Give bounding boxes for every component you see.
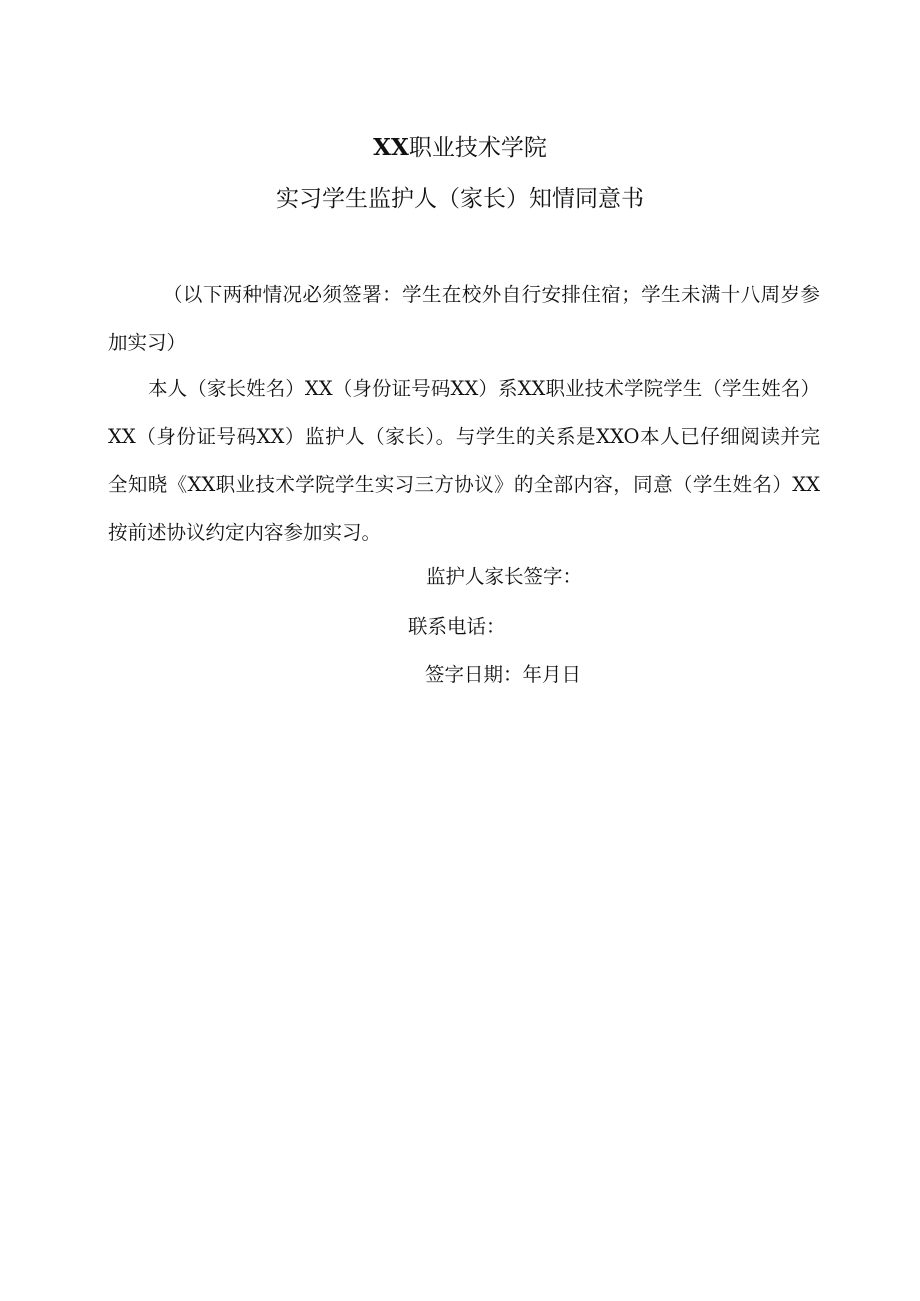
consent-statement: 本人（家长姓名）XX（身份证号码XX）系XX职业技术学院学生（学生姓名）XX（身份证号码XX）监护人（家长）。与学生的关系是XXO本人已仔细阅读并完全知晓《XX职业技术学院学生实习三方协议》的全部内容，同意（学生姓名）XX按前述协议约定内容参加实习。 <box>108 377 820 544</box>
signing-conditions-note: （以下两种情况必须签署：学生在校外自行安排住宿；学生未满十八周岁参加实习） <box>108 283 820 354</box>
guardian-signature-label: 监护人家长签字： <box>426 565 583 588</box>
contact-phone-label: 联系电话： <box>408 615 506 638</box>
signature-date-label: 签字日期：年月日 <box>425 663 582 686</box>
document-subtitle: 实习学生监护人（家长）知情同意书 <box>276 186 644 212</box>
college-prefix: XX <box>373 134 409 161</box>
college-name: 职业技术学院 <box>408 135 547 161</box>
college-title <box>0 131 920 165</box>
document-header <box>0 131 920 216</box>
